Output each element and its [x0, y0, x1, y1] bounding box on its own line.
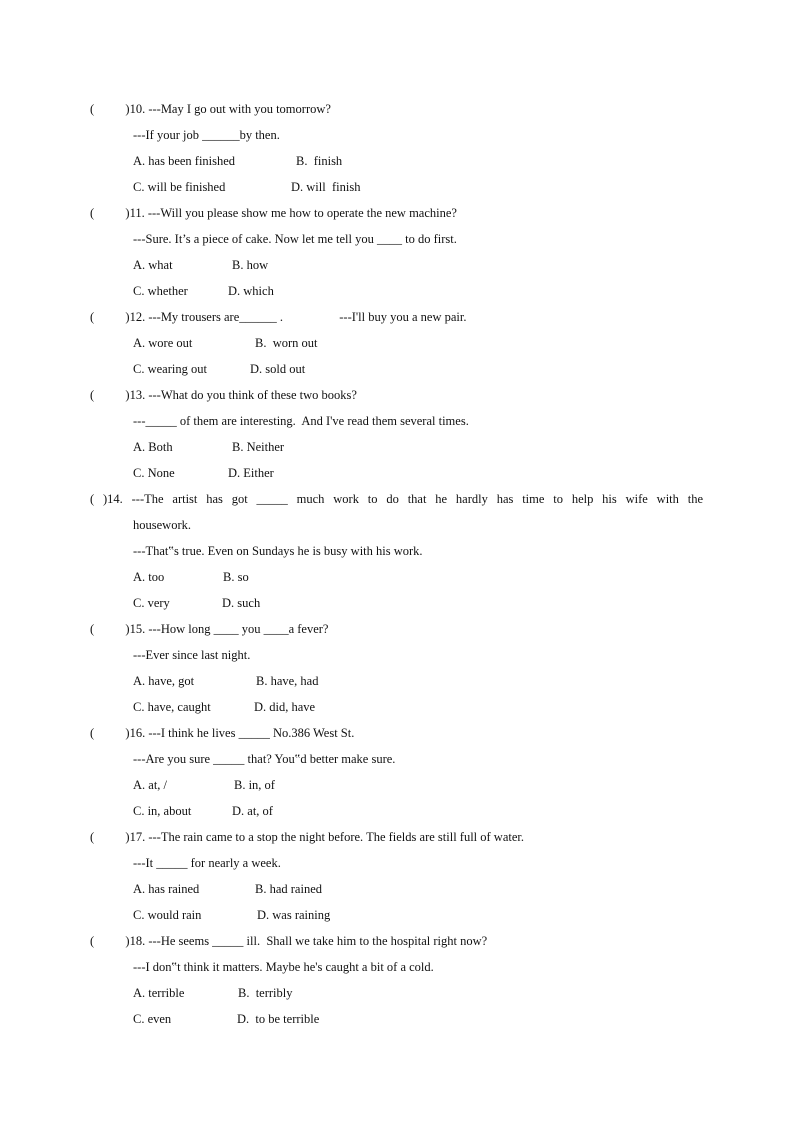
question-15-option-a: A. have, got — [133, 674, 195, 688]
question-10-option-b: B. finish — [296, 154, 343, 168]
question-13-option-b: B. Neither — [232, 440, 285, 454]
question-12-option-a: A. wore out — [133, 336, 193, 350]
question-11-stem: ( )11. ---Will you please show me how to operate the new machine? — [90, 206, 457, 220]
question-14-option-c: C. very — [133, 596, 170, 610]
question-13-option-a: A. Both — [133, 440, 173, 454]
question-11-option-b: B. how — [232, 258, 269, 272]
question-10-option-c: C. will be finished — [133, 180, 226, 194]
question-17-option-b: B. had rained — [255, 882, 322, 896]
question-15-option-c: C. have, caught — [133, 700, 211, 714]
question-12-option-d: D. sold out — [250, 362, 306, 376]
question-10-stem: ( )10. ---May I go out with you tomorrow? — [90, 102, 331, 116]
question-10-option-d: D. will finish — [291, 180, 361, 194]
question-16-reply: ---Are you sure _____ that? You‟d better make sure. — [133, 752, 396, 766]
question-13-option-c: C. None — [133, 466, 175, 480]
question-17-stem: ( )17. ---The rain came to a stop the night before. The fields are still full of water. — [90, 830, 525, 844]
question-10-option-a: A. has been finished — [133, 154, 236, 168]
question-18-option-b: B. terribly — [238, 986, 293, 1000]
question-14-option-a: A. too — [133, 570, 165, 584]
question-16-option-c: C. in, about — [133, 804, 192, 818]
question-13-stem: ( )13. ---What do you think of these two books? — [90, 388, 357, 402]
question-16-option-b: B. in, of — [234, 778, 275, 792]
question-14-stem: ( )14. ---The artist has got _____ much work to do that he hardly has time to help his wife with the — [90, 492, 703, 506]
question-18-stem: ( )18. ---He seems _____ ill. Shall we take him to the hospital right now? — [90, 934, 488, 948]
question-15-stem: ( )15. ---How long ____ you ____a fever? — [90, 622, 329, 636]
question-11-reply: ---Sure. It’s a piece of cake. Now let me tell you ____ to do first. — [133, 232, 457, 246]
question-16-stem: ( )16. ---I think he lives _____ No.386 West St. — [90, 726, 355, 740]
question-12-option-b: B. worn out — [255, 336, 318, 350]
question-14-option-d: D. such — [222, 596, 261, 610]
question-13-option-d: D. Either — [228, 466, 274, 480]
question-17-option-a: A. has rained — [133, 882, 200, 896]
question-16-option-a: A. at, / — [133, 778, 168, 792]
question-15-option-b: B. have, had — [256, 674, 319, 688]
question-17-option-d: D. was raining — [257, 908, 331, 922]
question-16-option-d: D. at, of — [232, 804, 273, 818]
question-14-stem-continued: housework. — [133, 518, 191, 532]
question-15-option-d: D. did, have — [254, 700, 316, 714]
question-12-stem: ( )12. ---My trousers are______ . ---I'll buy you a new pair. — [90, 310, 467, 324]
question-11-option-a: A. what — [133, 258, 173, 272]
question-18-option-a: A. terrible — [133, 986, 185, 1000]
question-17-reply: ---It _____ for nearly a week. — [133, 856, 281, 870]
question-11-option-c: C. whether — [133, 284, 188, 298]
question-12-option-c: C. wearing out — [133, 362, 207, 376]
question-18-option-c: C. even — [133, 1012, 172, 1026]
question-15-reply: ---Ever since last night. — [133, 648, 251, 662]
question-13-reply: ---_____ of them are interesting. And I've read them several times. — [133, 414, 469, 428]
question-17-option-c: C. would rain — [133, 908, 202, 922]
question-18-reply: ---I don‟t think it matters. Maybe he's caught a bit of a cold. — [133, 960, 434, 974]
question-14-reply: ---That‟s true. Even on Sundays he is busy with his work. — [133, 544, 423, 558]
question-11-option-d: D. which — [228, 284, 274, 298]
question-18-option-d: D. to be terrible — [237, 1012, 320, 1026]
question-10-reply: ---If your job ______by then. — [133, 128, 280, 142]
question-14-option-b: B. so — [223, 570, 249, 584]
